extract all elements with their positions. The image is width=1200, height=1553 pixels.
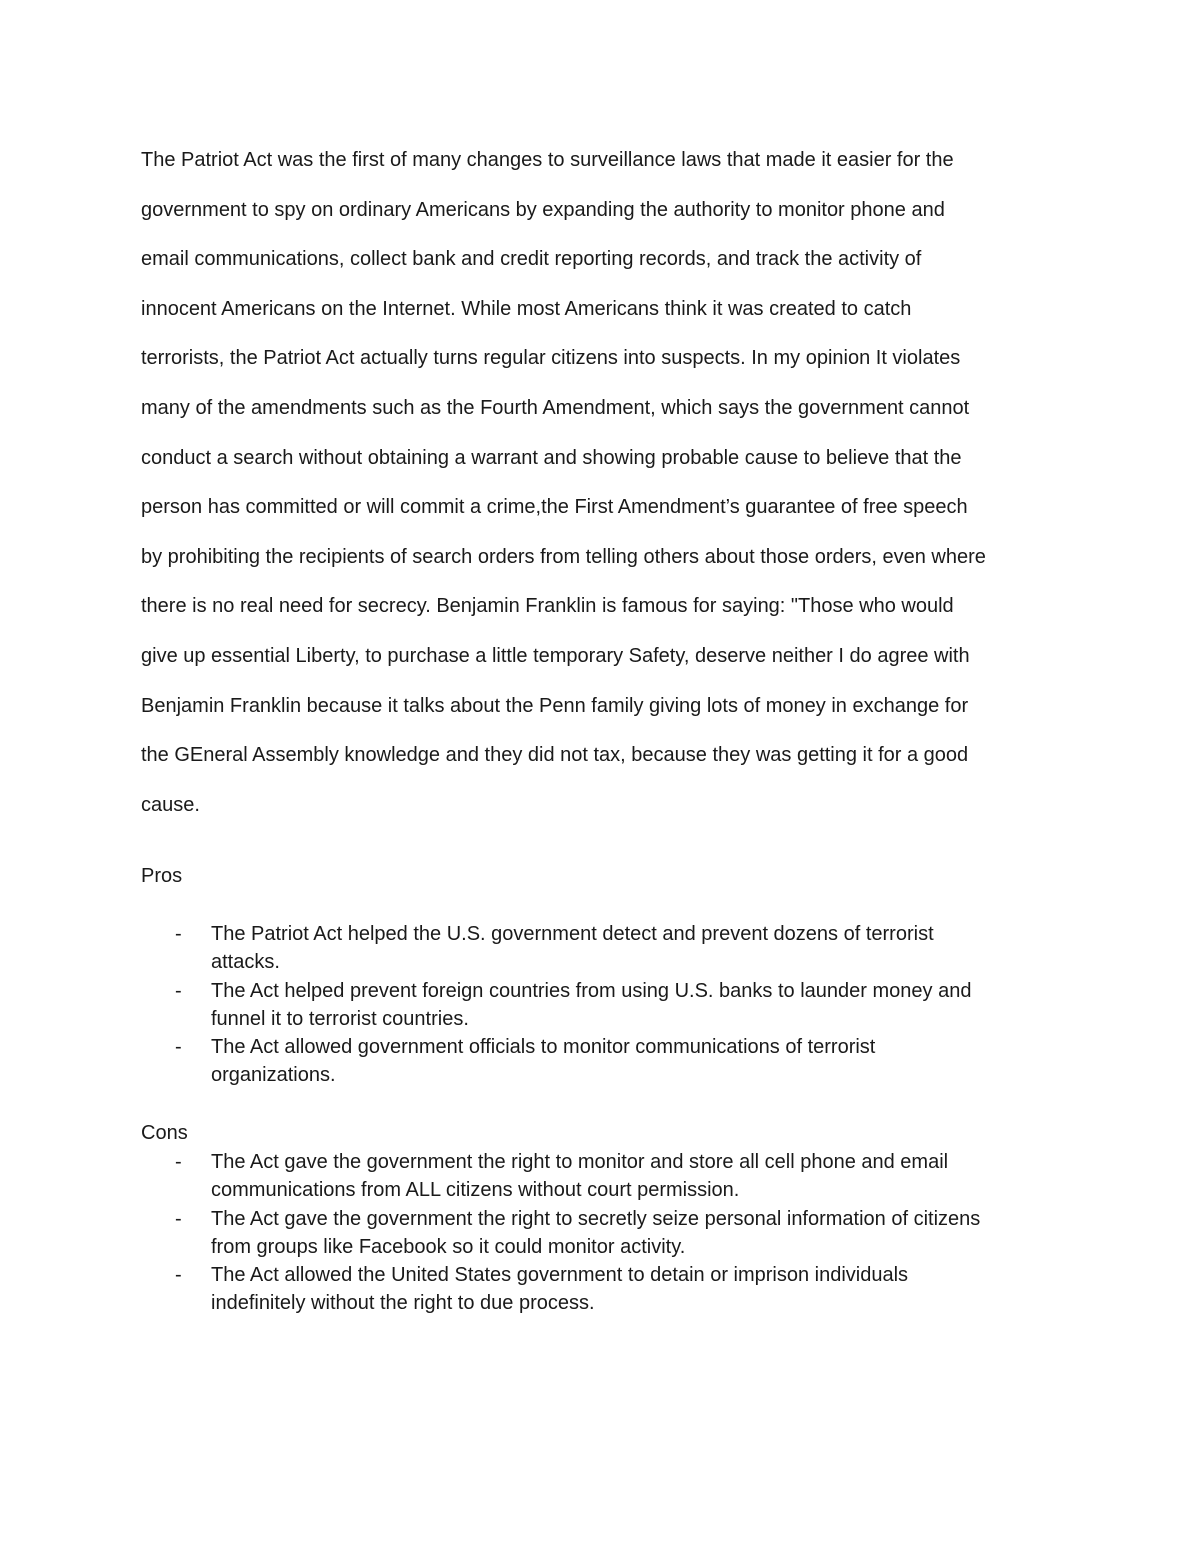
- paragraph-line: by prohibiting the recipients of search orders from telling others about those orders, even where: [141, 545, 986, 568]
- paragraph-line: conduct a search without obtaining a warrant and showing probable cause to believe that the: [141, 446, 962, 469]
- list-item-line: from groups like Facebook so it could monitor activity.: [211, 1235, 686, 1258]
- list-item-line: The Patriot Act helped the U.S. government detect and prevent dozens of terrorist: [211, 923, 934, 945]
- bullet-dash: -: [175, 1207, 182, 1230]
- pros-list-item: [141, 1033, 1061, 1090]
- list-item-line: indefinitely without the right to due process.: [211, 1292, 595, 1315]
- paragraph-line: government to spy on ordinary Americans by expanding the authority to monitor phone and: [141, 198, 945, 221]
- list-item-line: attacks.: [211, 951, 280, 974]
- bullet-dash: -: [175, 923, 182, 945]
- list-item-line: The Act helped prevent foreign countries from using U.S. banks to launder money and: [211, 979, 972, 1002]
- list-item-line: funnel it to terrorist countries.: [211, 1007, 469, 1030]
- bullet-dash: -: [175, 1036, 182, 1059]
- list-item-line: organizations.: [211, 1064, 336, 1087]
- paragraph-line: email communications, collect bank and credit reporting records, and track the activity of: [141, 248, 922, 271]
- paragraph-line: there is no real need for secrecy. Benjamin Franklin is famous for saying: "Those who would: [141, 595, 954, 618]
- cons-list-item: [141, 1205, 1061, 1262]
- list-item-line: The Act allowed government officials to monitor communications of terrorist: [211, 1036, 876, 1059]
- paragraph-line: person has committed or will commit a crime,the First Amendment’s guarantee of free speech: [141, 496, 968, 519]
- paragraph-line: cause.: [141, 793, 200, 816]
- pros-list: [141, 920, 1061, 1090]
- bullet-dash: -: [175, 1264, 182, 1287]
- pros-list-item: [141, 977, 1061, 1034]
- list-item-line: The Act gave the government the right to monitor and store all cell phone and email: [211, 1151, 949, 1173]
- list-item-line: The Act gave the government the right to secretly seize personal information of citizens: [211, 1207, 981, 1230]
- paragraph-line: innocent Americans on the Internet. While most Americans think it was created to catch: [141, 297, 912, 320]
- paragraph-line: many of the amendments such as the Fourth Amendment, which says the government cannot: [141, 396, 970, 419]
- bullet-dash: -: [175, 1151, 182, 1173]
- pros-heading: Pros: [141, 865, 183, 887]
- pros-list-item: [141, 920, 1061, 977]
- body-paragraph: [141, 136, 1061, 830]
- paragraph-line: give up essential Liberty, to purchase a little temporary Safety, deserve neither I do agree with: [141, 644, 970, 667]
- cons-list-item: [141, 1148, 1061, 1205]
- list-item-line: The Act allowed the United States government to detain or imprison individuals: [211, 1264, 909, 1287]
- cons-heading: Cons: [141, 1122, 188, 1144]
- cons-list-item: [141, 1261, 1061, 1318]
- bullet-dash: -: [175, 979, 182, 1002]
- paragraph-line: Benjamin Franklin because it talks about the Penn family giving lots of money in exchange for: [141, 694, 969, 717]
- paragraph-line: the GEneral Assembly knowledge and they did not tax, because they was getting it for a good: [141, 744, 969, 767]
- paragraph-line: terrorists, the Patriot Act actually turns regular citizens into suspects. In my opinion It violates: [141, 347, 961, 370]
- paragraph-line: The Patriot Act was the first of many changes to surveillance laws that made it easier for the: [141, 149, 954, 171]
- cons-list: [141, 1148, 1061, 1318]
- list-item-line: communications from ALL citizens without court permission.: [211, 1179, 740, 1202]
